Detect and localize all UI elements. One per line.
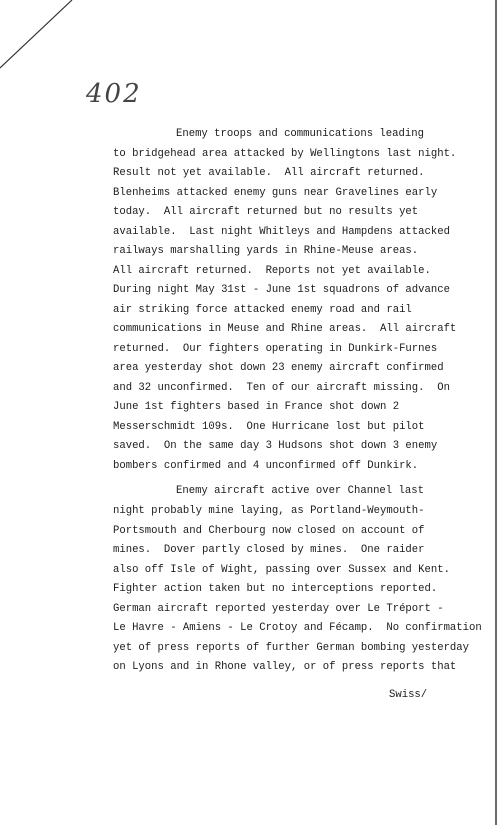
paragraph-2-line-10: on Lyons and in Rhone valley, or of press reports that: [113, 661, 457, 673]
paragraph-1-line-2: to bridgehead area attacked by Wellingtons last night.: [113, 148, 457, 160]
page-edge: [495, 0, 497, 825]
paragraph-2-line-4: mines. Dover partly closed by mines. One raider: [113, 544, 425, 556]
paragraph-1-line-10: air striking force attacked enemy road and rail: [113, 304, 412, 316]
paragraph-1-line-4: Blenheims attacked enemy guns near Gravelines early: [113, 187, 438, 199]
paragraph-1-line-3: Result not yet available. All aircraft returned.: [113, 167, 425, 179]
paragraph-1-line-17: saved. On the same day 3 Hudsons shot down 3 enemy: [113, 440, 438, 452]
paragraph-2-line-5: also off Isle of Wight, passing over Sussex and Kent.: [113, 564, 450, 576]
paragraph-1-line-9: During night May 31st - June 1st squadrons of advance: [113, 284, 450, 296]
page-corner-fold: [0, 0, 80, 80]
paragraph-2-line-6: Fighter action taken but no interceptions reported.: [113, 583, 438, 595]
paragraph-1-line-16: Messerschmidt 109s. One Hurricane lost but pilot: [113, 421, 425, 433]
paragraph-1-line-11: communications in Meuse and Rhine areas. All aircraft: [113, 323, 457, 335]
paragraph-1-line-12: returned. Our fighters operating in Dunkirk-Furnes: [113, 343, 438, 355]
paragraph-2-line-1: Enemy aircraft active over Channel last: [176, 485, 424, 497]
paragraph-1-line-13: area yesterday shot down 23 enemy aircraft confirmed: [113, 362, 444, 374]
paragraph-1-line-8: All aircraft returned. Reports not yet available.: [113, 265, 431, 277]
paragraph-1-line-6: available. Last night Whitleys and Hampdens attacked: [113, 226, 450, 238]
paragraph-2-line-7: German aircraft reported yesterday over Le Tréport -: [113, 603, 444, 615]
paragraph-1-line-1: Enemy troops and communications leading: [176, 128, 424, 140]
paragraph-2-line-2: night probably mine laying, as Portland-Weymouth-: [113, 505, 425, 517]
paragraph-1-line-14: and 32 unconfirmed. Ten of our aircraft missing. On: [113, 382, 450, 394]
continuation-catchword: Swiss/: [389, 689, 428, 701]
paragraph-2-line-3: Portsmouth and Cherbourg now closed on account of: [113, 525, 425, 537]
paragraph-2-line-8: Le Havre - Amiens - Le Crotoy and Fécamp. No confirmation: [113, 622, 482, 634]
paragraph-2-line-9: yet of press reports of further German bombing yesterday: [113, 642, 470, 654]
paragraph-1-line-18: bombers confirmed and 4 unconfirmed off Dunkirk.: [113, 460, 419, 472]
paragraph-1-line-5: today. All aircraft returned but no results yet: [113, 206, 419, 218]
handwritten-page-number: 402: [86, 79, 142, 109]
paragraph-1-line-7: railways marshalling yards in Rhine-Meuse areas.: [113, 245, 419, 257]
paragraph-1-line-15: June 1st fighters based in France shot down 2: [113, 401, 400, 413]
